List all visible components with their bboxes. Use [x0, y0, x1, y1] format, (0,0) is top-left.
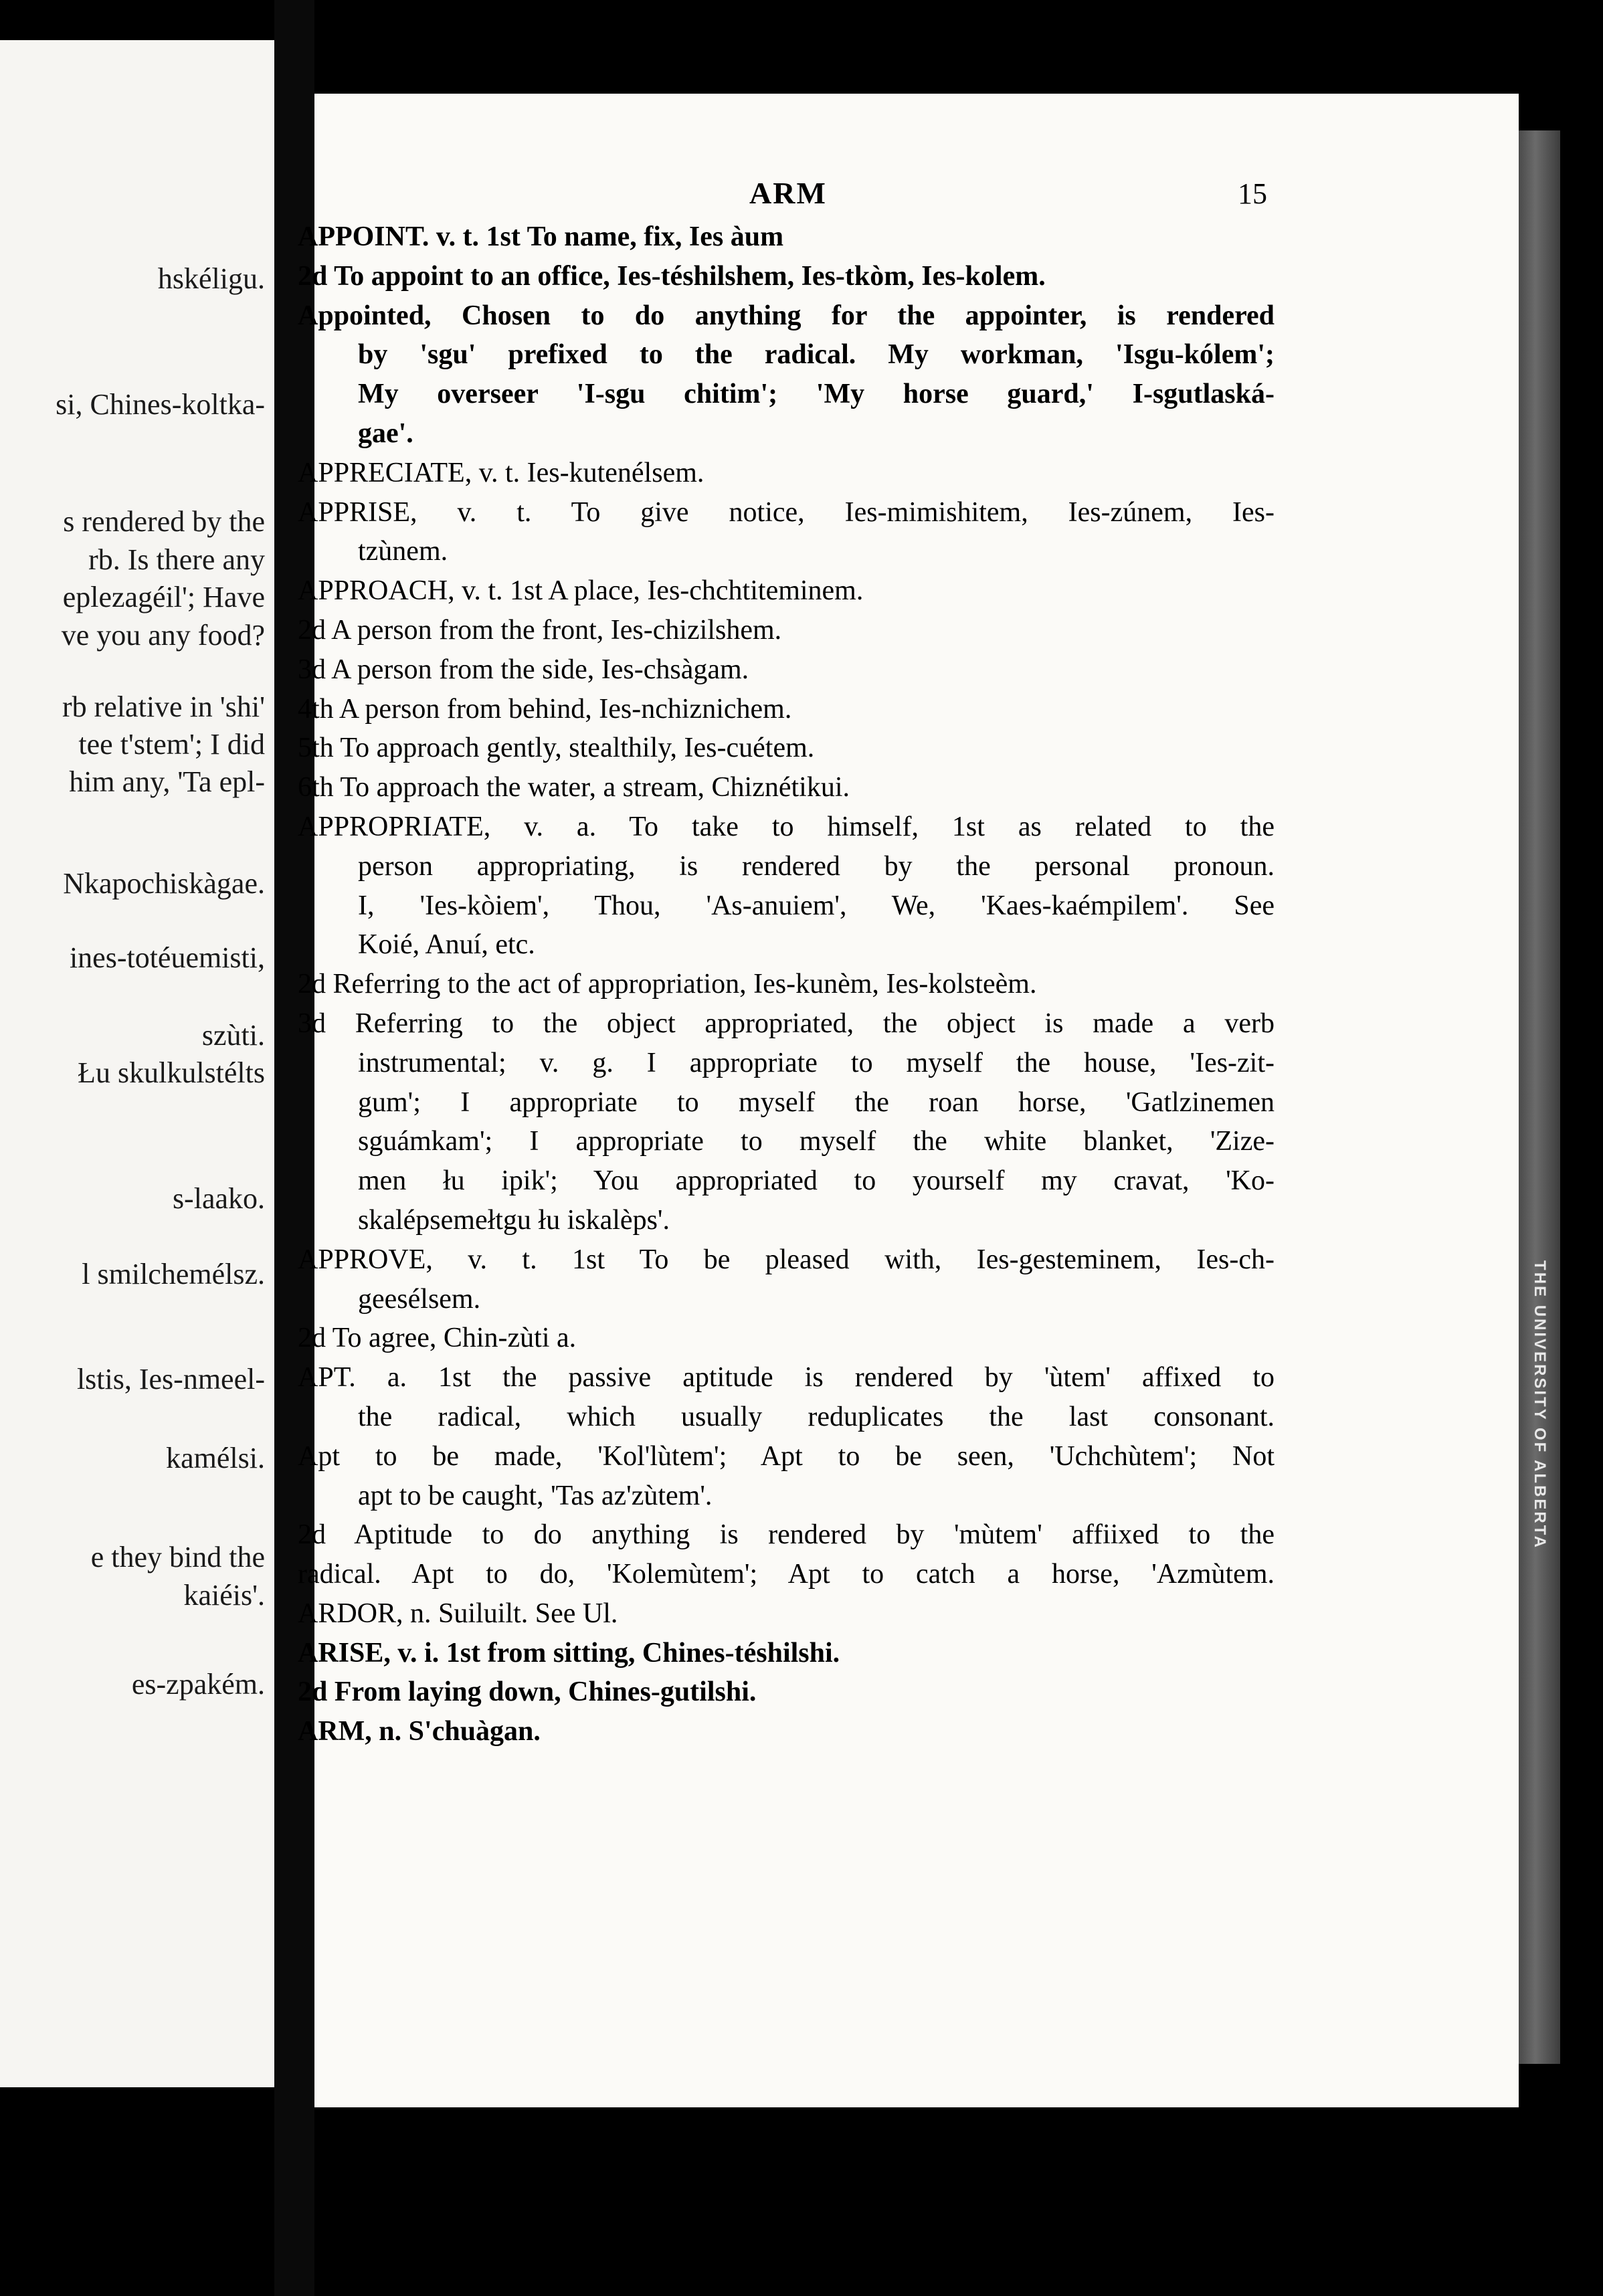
entry-line: 5th To approach gently, stealthily, Ies-cuétem. — [298, 733, 815, 764]
entry-line: 6th To approach the water, a stream, Chiznétikui. — [298, 772, 850, 803]
left-page-line: s-laako. — [172, 1182, 265, 1215]
entry-line: sguámkam'; I appropriate to myself the white blanket, 'Zize- — [358, 1126, 1275, 1157]
entry-line: APPRISE, v. t. To give notice, Ies-mimishitem, Ies-zúnem, Ies- — [298, 496, 1275, 528]
left-page-line: rb. Is there any — [88, 543, 265, 576]
entry-line: APPRECIATE, v. t. Ies-kutenélsem. — [298, 457, 704, 488]
entry-line: 2d From laying down, Chines-gutilshi. — [298, 1677, 757, 1708]
left-page-line: l smilchemélsz. — [82, 1258, 265, 1290]
entry-line: My overseer 'I-sgu chitim'; 'My horse guard,' I-sgutlaská- — [358, 379, 1275, 410]
entry-line: APPROACH, v. t. 1st A place, Ies-chchtiteminem. — [298, 575, 864, 607]
entry-line: Koié, Anuí, etc. — [358, 929, 535, 961]
entry-line: the radical, which usually reduplicates the last consonant. — [358, 1401, 1275, 1432]
entry-line: ARM, n. S'chuàgan. — [298, 1716, 541, 1747]
left-page-line: Łu skulkulstélts — [78, 1056, 265, 1089]
spine-strip — [1519, 130, 1560, 2064]
entry-line: gum'; I appropriate to myself the roan horse, 'Gatlzinemen — [358, 1086, 1275, 1118]
entry-line: 2d Aptitude to do anything is rendered by 'mùtem' affiixed to the — [298, 1519, 1275, 1551]
entry-line: men łu ipik'; You appropriated to yourself my cravat, 'Ko- — [358, 1165, 1275, 1197]
entry-line: 2d To appoint to an office, Ies-téshilshem, Ies-tkòm, Ies-kolem. — [298, 260, 1046, 292]
entry-line: 2d A person from the front, Ies-chizilshem. — [298, 614, 782, 646]
spine-label: THE UNIVERSITY OF ALBERTA — [1531, 1260, 1549, 1549]
entry-line: Apt to be made, 'Kol'lùtem'; Apt to be seen, 'Uchchùtem'; Not — [298, 1440, 1275, 1472]
left-page-line: ve you any food? — [61, 619, 265, 652]
left-page-line: si, Chines-koltka- — [56, 388, 265, 421]
entry-line: 3d A person from the side, Ies-chsàgam. — [298, 654, 749, 685]
entry-line: geesélsem. — [358, 1283, 481, 1315]
entry-line: 2d Referring to the act of appropriation, Ies-kunèm, Ies-kolsteèm. — [298, 969, 1037, 1000]
entry-line: APPOINT. v. t. 1st To name, fix, Ies àum — [298, 221, 784, 252]
entry-line: ARDOR, n. Suiluilt. See Ul. — [298, 1598, 618, 1629]
entry-line: ARISE, v. i. 1st from sitting, Chines-téshilshi. — [298, 1637, 840, 1668]
entry-line: 3d Referring to the object appropriated, the object is made a verb — [298, 1008, 1275, 1039]
entry-line: 2d To agree, Chin-zùti a. — [298, 1323, 577, 1354]
entry-line: APPROPRIATE, v. a. To take to himself, 1st as related to the — [298, 811, 1275, 842]
entry-line: person appropriating, is rendered by the personal pronoun. — [358, 850, 1275, 882]
entry-line: instrumental; v. g. I appropriate to myself the house, 'Ies-zit- — [358, 1047, 1275, 1078]
left-page-line: kaiéis'. — [183, 1579, 265, 1612]
entry-line: skalépsemełtgu łu iskalèps'. — [358, 1204, 670, 1236]
left-page-line: hskéligu. — [157, 262, 265, 295]
entry-line: I, 'Ies-kòiem', Thou, 'As-anuiem', We, 'Kaes-kaémpilem'. See — [358, 890, 1275, 921]
left-page-line: es-zpakém. — [131, 1668, 265, 1701]
left-page-line: kamélsi. — [166, 1442, 265, 1474]
dictionary-entries — [298, 217, 1275, 1751]
entry-line: apt to be caught, 'Tas az'zùtem'. — [358, 1480, 713, 1511]
entry-line: 4th A person from behind, Ies-nchiznichem. — [298, 693, 792, 725]
left-page-line: Nkapochiskàgae. — [63, 867, 265, 900]
left-page-line: e they bind the — [90, 1541, 265, 1573]
left-page-line: ines-totéuemisti, — [69, 941, 265, 974]
left-page-line: him any, 'Ta epl- — [69, 765, 265, 798]
entry-line: radical. Apt to do, 'Kolemùtem'; Apt to catch a horse, 'Azmùtem. — [298, 1559, 1275, 1590]
page-number: 15 — [1238, 177, 1267, 210]
left-page-line: eplezagéil'; Have — [62, 581, 265, 613]
entry-line: by 'sgu' prefixed to the radical. My workman, 'Isgu-kólem'; — [358, 339, 1275, 371]
left-page-line: rb relative in 'shi' — [62, 690, 265, 723]
left-page-line: s rendered by the — [63, 505, 265, 538]
left-page-fragment — [0, 40, 274, 2087]
entry-line: gae'. — [358, 417, 413, 449]
left-page-line: szùti. — [201, 1019, 265, 1052]
left-page-line: lstis, Ies-nmeel- — [76, 1363, 265, 1396]
running-head: ARM — [749, 176, 827, 210]
left-page-line: tee t'stem'; I did — [78, 728, 265, 761]
entry-line: Appointed, Chosen to do anything for the appointer, is rendered — [298, 300, 1275, 331]
entry-line: APPROVE, v. t. 1st To be pleased with, Ies-gesteminem, Ies-ch- — [298, 1244, 1275, 1275]
entry-line: tzùnem. — [358, 536, 448, 567]
entry-line: APT. a. 1st the passive aptitude is rendered by 'ùtem' affixed to — [298, 1362, 1275, 1394]
